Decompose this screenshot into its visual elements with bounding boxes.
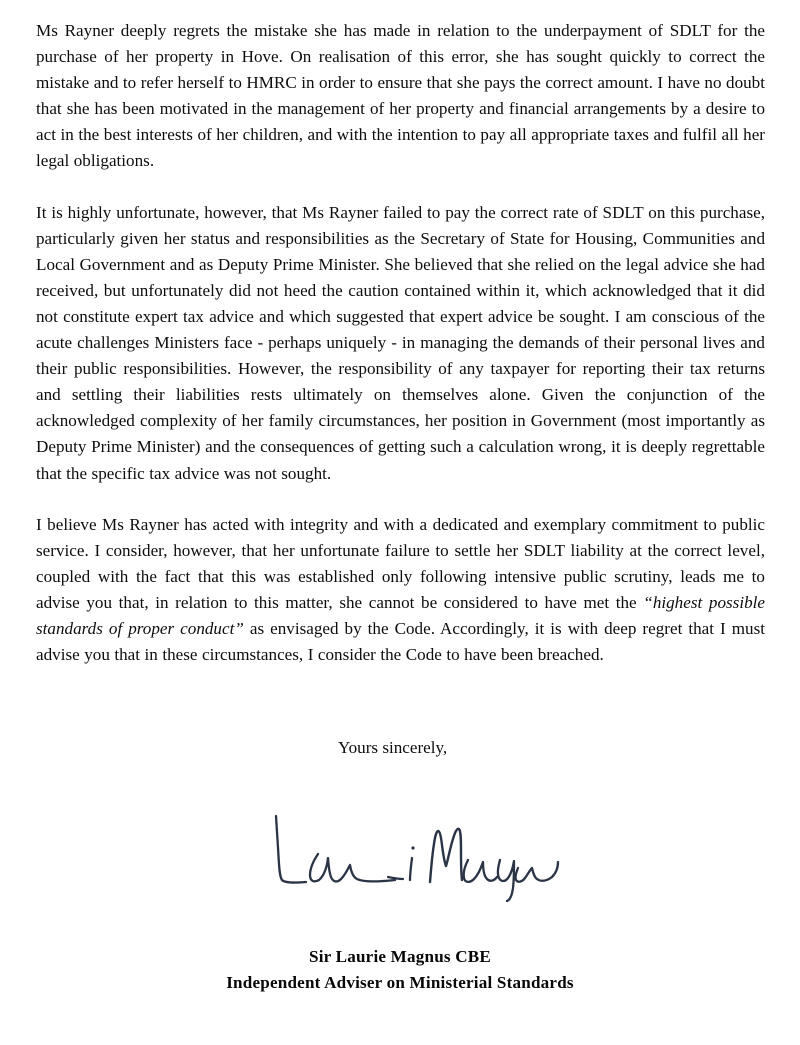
paragraph-3-lead: I believe Ms Rayner has acted with integrity and with a dedicated and exemplary commitment to public service. I consider, however, that her unfortunate failure to settle her SDLT liability at the correct level, coupled with the fact that this was established only following intensive public scrutiny, leads me to advise you that, in relation to this matter, she cannot be considered to have met the [36,514,765,612]
paragraph-3-tail: as envisaged by the Code. Accordingly, it is with deep regret that I must advise you that in these circumstances, I consider the Code to have been breached. [36,618,765,665]
signoff-block [0,944,800,995]
paragraph-3 [36,512,765,669]
closing-salutation: Yours sincerely, [338,738,448,757]
paragraph-2: It is highly unfortunate, however, that Ms Rayner failed to pay the correct rate of SDLT on this purchase, particularly given her status and responsibilities as the Secretary of State for Housing, Communities and Local Government and as Deputy Prime Minister. She believed that she relied on the legal advice she had received, but unfortunately did not heed the caution contained within it, which acknowledged that it did not constitute expert tax advice and which suggested that expert advice be sought. I am conscious of the acute challenges Ministers face - perhaps uniquely - in managing the demands of their personal lives and their public responsibilities. However, the responsibility of any taxpayer for reporting their tax returns and settling their liabilities rests ultimately on themselves alone. Given the conjunction of the acknowledged complexity of her family circumstances, her position in Government (most importantly as Deputy Prime Minister) and the consequences of getting such a calculation wrong, it is deeply regrettable that the specific tax advice was not sought. [36,202,765,483]
paragraph-1: Ms Rayner deeply regrets the mistake she has made in relation to the underpayment of SDLT for the purchase of her property in Hove. On realisation of this error, she has sought quickly to correct the mistake and to refer herself to HMRC in order to ensure that she pays the correct amount. I have no doubt that she has been motivated in the management of her property and financial arrangements by a desire to act in the best interests of her children, and with the intention to pay all appropriate taxes and fulfil all her legal obligations. [36,21,765,171]
signature-image [262,798,562,903]
letter-body [36,18,765,668]
signoff-title: Independent Adviser on Ministerial Standards [226,972,574,992]
closing-wrap [36,735,765,761]
signoff-name: Sir Laurie Magnus CBE [309,947,491,966]
quoted-code-standard: “highest possible standards of proper conduct” [36,592,765,638]
